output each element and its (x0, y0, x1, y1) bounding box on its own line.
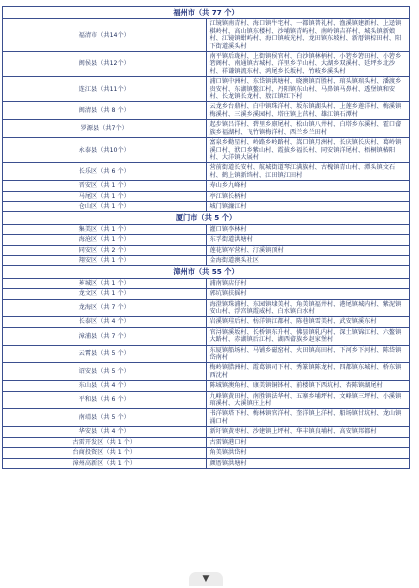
section-header-row (3, 7, 410, 19)
village-list-cell: 寿山乡九峰村 (206, 181, 410, 191)
table-row (3, 102, 410, 120)
village-list-cell: 灌口镇李林村 (206, 224, 410, 234)
village-list-cell: 城门镇濂江村 (206, 201, 410, 211)
area-name-cell: 长泰区（共 4 个） (3, 317, 207, 327)
area-name-cell: 东山县（共 4 个） (3, 381, 207, 391)
village-list-cell: 金海街道澳头社区 (206, 255, 410, 265)
area-name-cell: 连江县（共11个） (3, 77, 207, 102)
area-name-cell: 古雷开发区（共 1 个） (3, 437, 207, 447)
area-name-cell: 永泰县（共10个） (3, 138, 207, 163)
area-name-cell: 集美区（共 1 个） (3, 224, 207, 234)
table-row (3, 201, 410, 211)
village-list-cell: 浦南镇店仔村 (206, 278, 410, 288)
area-name-cell: 漳州高新区（共 1 个） (3, 458, 207, 468)
area-name-cell: 闽清县（共 8 个） (3, 102, 207, 120)
village-list-cell: 云龙乡台鼎村、白中镇珠洋村、坂东镇湖头村、上莲乡莲洋村、梅溪镇梅溪村、三溪乡溪园村、塔庄镇上莒村、雄江镇石潭村 (206, 102, 410, 120)
area-name-cell: 诏安县（共 5 个） (3, 363, 207, 381)
table-row (3, 278, 410, 288)
table-row (3, 437, 410, 447)
scroll-down-button[interactable] (189, 572, 223, 586)
table-row (3, 458, 410, 468)
village-list-cell: 书洋镇塔下村、梅林镇官洋村、奎洋镇上洋村、船场镇甘坑村、龙山镇涌口村 (206, 409, 410, 427)
section-header-row (3, 266, 410, 278)
table-row (3, 191, 410, 201)
village-list-cell: 浦口镇中洲村、东岱镇洪塘村、晓澳镇百胜村、琯头镇琯头村、潘渡乡贵安村、东湖镇鳌江村、丹阳镇东山村、马鼻镇马鼻村、透堡镇和安村、长龙镇长龙村、敖江镇红下村 (206, 77, 410, 102)
area-name-cell: 芗城区（共 1 个） (3, 278, 207, 288)
table-row (3, 19, 410, 52)
table-row (3, 289, 410, 299)
area-name-cell: 晋安区（共 1 个） (3, 181, 207, 191)
village-list-cell: 官浔镇溪坂村、长桥镇东升村、佛昙镇轧内村、深土镇锦江村、六鳌镇大路村、赤湖镇后江村、湖西畲族乡赵家堡村 (206, 327, 410, 345)
village-list-table (2, 6, 410, 469)
area-name-cell: 漳浦县（共 7 个） (3, 327, 207, 345)
table-row (3, 120, 410, 138)
area-name-cell: 长乐区（共 6 个） (3, 163, 207, 181)
table-row (3, 317, 410, 327)
area-name-cell: 仓山区（共 1 个） (3, 201, 207, 211)
area-name-cell: 同安区（共 2 个） (3, 245, 207, 255)
chevron-down-icon: ▼ (202, 573, 210, 584)
village-list-cell: 亭江镇长柄村 (206, 191, 410, 201)
area-name-cell: 台商投资区（共 1 个） (3, 448, 207, 458)
village-list-cell: 角美镇洪岱村 (206, 448, 410, 458)
area-name-cell: 华安县（共 4 个） (3, 427, 207, 437)
village-list-cell: 营前街道长安村、航城街道琴江满族村、古槐镇青山村、潭头镇文石村、鹤上镇新垱村、江田镇江田村 (206, 163, 410, 181)
village-list-cell: 南平镇后珑村、上街镇侯官村、白沙镇林柄村、小箬乡箬田村、小箬乡箬阁村、南通镇古城村、洋里乡芋山村、大湖乡双溪村、廷坪乡北沙村、祥谦镇流东村、鸿尾乡长坂村、竹岐乡溪头村 (206, 52, 410, 77)
village-list-cell: 九峰镇黄田村、南胜镇法华村、五寨乡埔坪村、文峰镇三坪村、小溪镇琯溪村、大溪镇庄上村 (206, 391, 410, 409)
village-list-cell: 富泉乡勤星村、岭路乡岭路村、嵩口镇月洲村、长庆镇长庆村、葛岭镇溪口村、洑口乡紫山村、霞拔乡福长村、同安镇洋尾村、梧桐镇椿阳村、大洋镇大展村 (206, 138, 410, 163)
table-row (3, 52, 410, 77)
table-row (3, 327, 410, 345)
table-row (3, 138, 410, 163)
village-list-cell: 郭坑镇扶摇村 (206, 289, 410, 299)
village-list-cell: 东厦镇船场村、马铺乡磁窑村、火田镇高田村、下河乡下河村、陈岱镇岱南村 (206, 345, 410, 363)
table-row (3, 363, 410, 381)
table-row (3, 299, 410, 317)
area-name-cell: 龙文区（共 1 个） (3, 289, 207, 299)
village-list-cell: 梅岭镇腊洲村、霞葛镇司下村、秀篆镇陈龙村、四都镇东城村、桥东镇西沈村 (206, 363, 410, 381)
table-row (3, 381, 410, 391)
section-title: 漳州市（共 55 个） (3, 266, 410, 278)
area-name-cell: 云霄县（共 5 个） (3, 345, 207, 363)
table-row (3, 235, 410, 245)
village-list-cell: 起步镇吕洋村、碧里乡廪尾村、松山镇八井村、白塔乡东溪村、霍口畲族乡福湖村、飞竹镇梅洋村、西兰乡兰田村 (206, 120, 410, 138)
table-row (3, 427, 410, 437)
section-title: 福州市（共 77 个） (3, 7, 410, 19)
table-row (3, 245, 410, 255)
village-list-cell: 东孚街道洪塘村 (206, 235, 410, 245)
village-list-cell: 新圩镇黄枣村、沙建镇上坪村、华丰镇良埔村、高安镇邦都村 (206, 427, 410, 437)
village-list-cell: 古雷镇港口村 (206, 437, 410, 447)
area-name-cell: 龙海区（共 7 个） (3, 299, 207, 317)
area-name-cell: 闽侯县（共12个） (3, 52, 207, 77)
village-list-cell: 莲花镇军营村、汀溪镇顶村 (206, 245, 410, 255)
area-name-cell: 海沧区（共 1 个） (3, 235, 207, 245)
section-title: 厦门市（共 5 个） (3, 212, 410, 224)
village-list-cell: 海澄镇珠浦村、东园镇埭美村、角美镇福井村、港尾镇城内村、紫泥镇安山村、浮宫镇霞威村、白水镇白水村 (206, 299, 410, 317)
area-name-cell: 翔安区（共 1 个） (3, 255, 207, 265)
village-list-cell: 岩溪镇珪后村、枋洋镇江都村、陈巷镇雪美村、武安镇溪东村 (206, 317, 410, 327)
area-name-cell: 南靖县（共 5 个） (3, 409, 207, 427)
village-list-cell: 陈城镇澳角村、康美镇铜钵村、前楼镇下西坑村、杏陈镇湖尾村 (206, 381, 410, 391)
table-row (3, 345, 410, 363)
table-row (3, 255, 410, 265)
table-row (3, 448, 410, 458)
village-list-cell: 江镜镇南青村、海口镇牛宅村、一都镇普礼村、渔溪镇建新村、上迳镇棋岭村、高山镇东楼村、沙埔镇青屿村、南岭镇吉祥村、城头镇新娘村、江镜镇蚶屿村、海口镇岐光村、龙田镇东坡村、新厝镇棕田村、阳下街道溪头村 (206, 19, 410, 52)
table-row (3, 163, 410, 181)
table-row (3, 181, 410, 191)
area-name-cell: 罗源县（共7个） (3, 120, 207, 138)
village-list-cell: 颜厝镇洪塘村 (206, 458, 410, 468)
table-row (3, 409, 410, 427)
table-row (3, 77, 410, 102)
table-row (3, 224, 410, 234)
area-name-cell: 平和县（共 6 个） (3, 391, 207, 409)
table-row (3, 391, 410, 409)
area-name-cell: 福清市（共14个） (3, 19, 207, 52)
section-header-row (3, 212, 410, 224)
area-name-cell: 马尾区（共 1 个） (3, 191, 207, 201)
